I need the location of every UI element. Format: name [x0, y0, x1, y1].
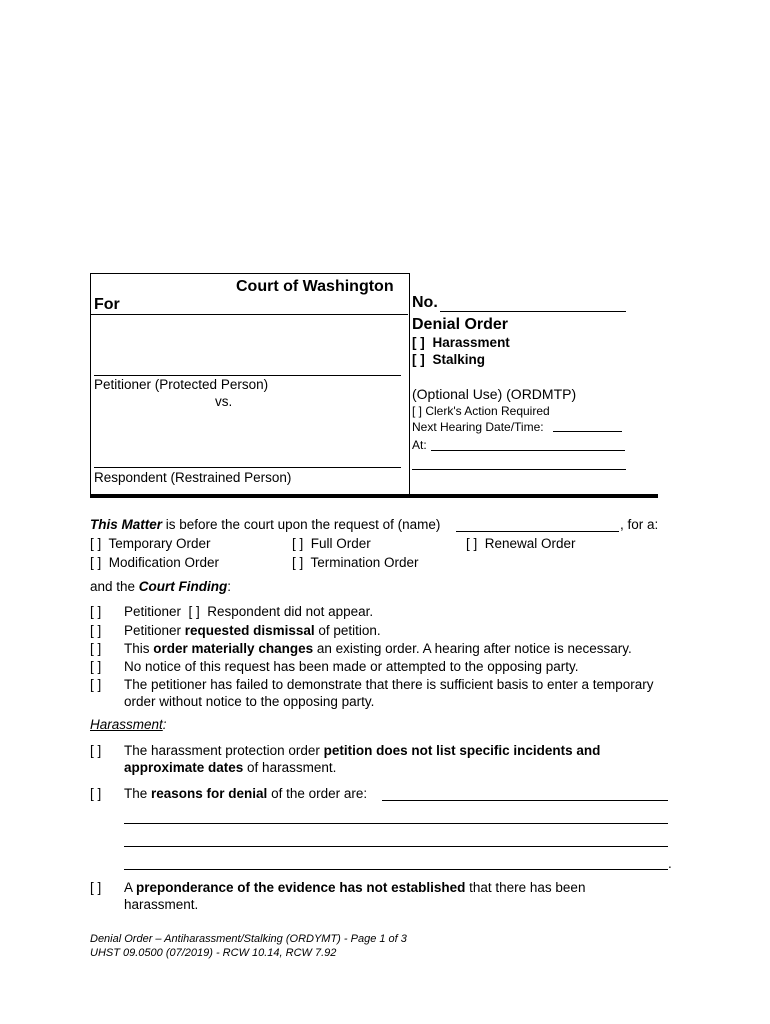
finding-checkbox-5[interactable]: [ ]: [90, 677, 102, 692]
option-temporary-order[interactable]: [ ] Temporary Order: [90, 536, 211, 551]
next-hearing-field[interactable]: [553, 431, 622, 432]
harassment-item-2-bold: reasons for denial: [151, 786, 268, 801]
finding-item-1-text: Petitioner [ ] Respondent did not appear.: [124, 604, 374, 619]
finding-item-3-bold: order materially changes: [153, 641, 314, 656]
at-label: At:: [412, 438, 427, 452]
case-number-field[interactable]: [440, 311, 626, 312]
court-finding-heading: [90, 579, 231, 594]
harassment-item-3-line2: harassment.: [124, 897, 199, 912]
court-name: Court of Washington: [236, 278, 394, 295]
harassment-checkbox-1[interactable]: [ ]: [90, 743, 102, 758]
harassment-item-3-bold: preponderance of the evidence has not established: [136, 880, 466, 895]
optional-use: (Optional Use) (ORDMTP): [412, 386, 577, 402]
at-field[interactable]: [431, 450, 625, 451]
option-full-order[interactable]: [ ] Full Order: [292, 536, 371, 551]
harassment-checkbox[interactable]: [ ]: [412, 335, 425, 350]
petitioner-name-line: [94, 375, 401, 376]
respondent-label: Respondent (Restrained Person): [94, 470, 292, 485]
harassment-item-1-line2: [124, 760, 336, 775]
finding-item-2-bold: requested dismissal: [184, 623, 315, 638]
harassment-item-2: [124, 786, 367, 801]
finding-item-2-post: of petition.: [314, 623, 381, 638]
stalking-checkbox[interactable]: [ ]: [412, 352, 425, 367]
this-matter-line: [90, 517, 444, 532]
harassment-item-1: [124, 743, 600, 758]
finding-item-4: No notice of this request has been made or attempted to the opposing party.: [124, 659, 579, 674]
reasons-field-4[interactable]: [124, 869, 668, 870]
finding-item-5-line2: order without notice to the opposing party.: [124, 694, 375, 709]
document-title: Denial Order: [412, 316, 509, 333]
case-number-label: No.: [412, 294, 438, 311]
clerk-action[interactable]: [ ] Clerk's Action Required: [412, 404, 550, 418]
harassment-item-3: [124, 880, 585, 895]
respondent-name-line: [94, 467, 401, 468]
this-matter-text: is before the court upon the request of (name): [162, 517, 445, 532]
reasons-field-3[interactable]: [124, 846, 668, 847]
option-renewal-order[interactable]: [ ] Renewal Order: [466, 536, 576, 551]
harassment-item-1-bold2: approximate dates: [124, 760, 244, 775]
harassment-label: Harassment: [432, 335, 510, 350]
harassment-item-3-post: that there has been: [465, 880, 586, 895]
vs-label: vs.: [215, 394, 233, 409]
finding-checkbox-2[interactable]: [ ]: [90, 623, 102, 638]
court-finding-colon: :: [227, 579, 232, 594]
harassment-heading: [90, 717, 167, 732]
reasons-period: .: [668, 856, 672, 871]
finding-checkbox-3[interactable]: [ ]: [90, 641, 102, 656]
this-matter-lead: This Matter: [90, 517, 163, 532]
harassment-item-2-pre: The: [124, 786, 152, 801]
case-type-stalking[interactable]: [412, 352, 485, 367]
harassment-item-3-pre: A: [124, 880, 137, 895]
requester-name-field[interactable]: [456, 531, 619, 532]
harassment-item-1-pre: The harassment protection order: [124, 743, 324, 758]
stalking-label: Stalking: [432, 352, 486, 367]
reasons-field-2[interactable]: [124, 823, 668, 824]
harassment-checkbox-2[interactable]: [ ]: [90, 786, 102, 801]
option-modification-order[interactable]: [ ] Modification Order: [90, 555, 220, 570]
finding-item-1: [124, 604, 373, 619]
harassment-item-2-post: of the order are:: [267, 786, 368, 801]
option-termination-order[interactable]: [ ] Termination Order: [292, 555, 419, 570]
finding-item-3: [124, 641, 632, 656]
finding-item-3-post: an existing order. A hearing after notice is necessary.: [313, 641, 632, 656]
court-finding-intro: and the: [90, 579, 139, 594]
harassment-checkbox-3[interactable]: [ ]: [90, 880, 102, 895]
footer-line-1: Denial Order – Antiharassment/Stalking (ORDYMT) - Page 1 of 3: [90, 933, 407, 945]
next-hearing-label: Next Hearing Date/Time:: [412, 420, 544, 434]
court-divider: [90, 314, 408, 315]
harassment-heading-text: Harassment: [90, 717, 163, 732]
for-a-text: , for a:: [620, 517, 659, 532]
harassment-item-1-bold: petition does not list specific incidents and: [323, 743, 601, 758]
finding-item-5: The petitioner has failed to demonstrate that there is sufficient basis to enter a temporary: [124, 677, 654, 692]
for-label: For: [94, 296, 120, 313]
caption-rule: [90, 494, 658, 498]
harassment-item-1-post: of harassment.: [243, 760, 337, 775]
finding-item-2-pre: Petitioner: [124, 623, 185, 638]
footer-line-2: UHST 09.0500 (07/2019) - RCW 10.14, RCW 7.92: [90, 947, 337, 959]
case-type-harassment[interactable]: [412, 335, 510, 350]
finding-checkbox-4[interactable]: [ ]: [90, 659, 102, 674]
finding-item-2: [124, 623, 381, 638]
at-field-line2[interactable]: [412, 469, 626, 470]
court-finding-label: Court Finding: [138, 579, 228, 594]
finding-item-3-pre: This: [124, 641, 154, 656]
finding-checkbox-1[interactable]: [ ]: [90, 604, 102, 619]
harassment-heading-colon: :: [162, 717, 167, 732]
reasons-field-1[interactable]: [382, 800, 668, 801]
petitioner-label: Petitioner (Protected Person): [94, 377, 269, 392]
